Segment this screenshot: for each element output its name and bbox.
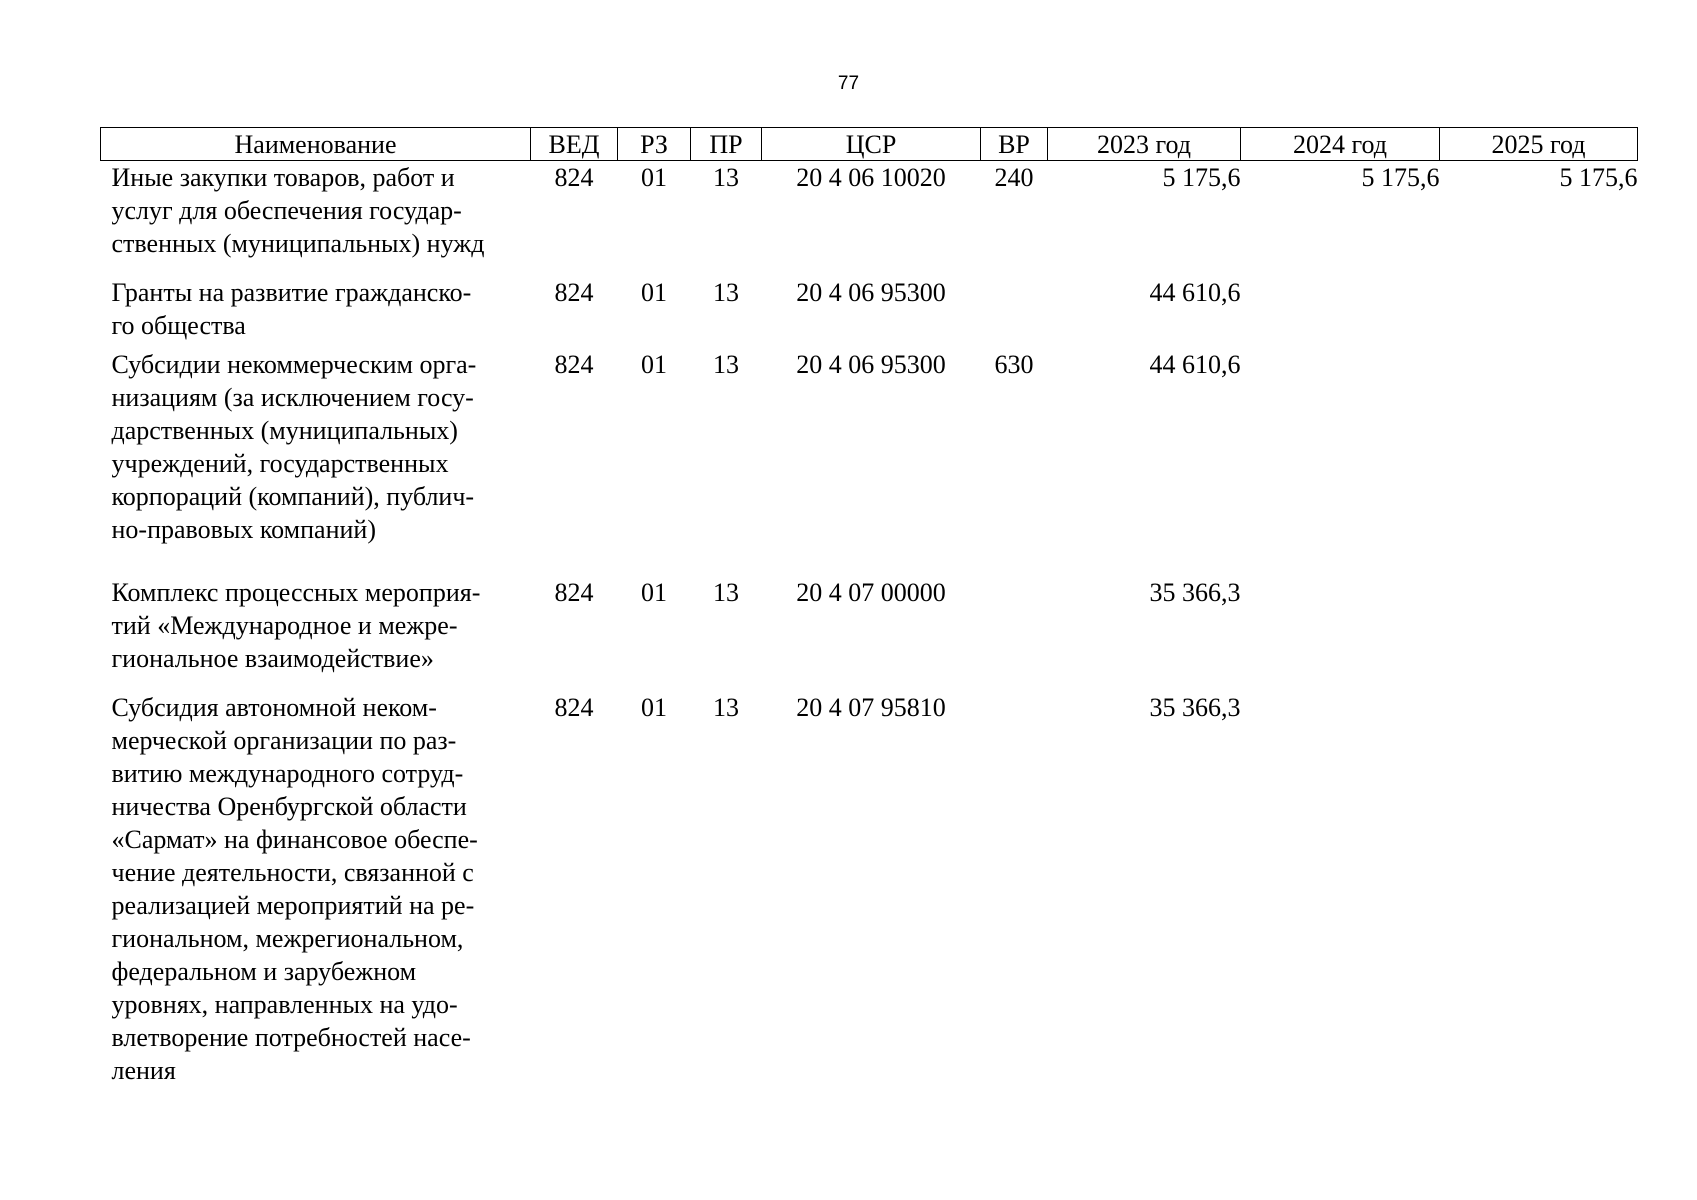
cell-name-line: Гранты на развитие гражданско- (111, 278, 472, 307)
page-number: 77 (837, 73, 860, 94)
header-rz: РЗ (618, 128, 691, 161)
cell-pr: 13 (713, 278, 739, 307)
cell-name-line: мерческой организации по раз- (111, 726, 457, 755)
cell-2024 (1241, 348, 1440, 576)
cell-2025 (1440, 691, 1638, 1087)
cell-csr: 20 4 06 95300 (796, 278, 946, 307)
cell-name (101, 691, 531, 1087)
cell-2024 (1241, 576, 1440, 691)
cell-name-line: гиональном, межрегиональном, (111, 924, 464, 953)
cell-name-line: ления (111, 1056, 176, 1085)
cell-name (101, 276, 531, 348)
cell-pr: 13 (713, 350, 739, 379)
cell-name-line: но-правовых компаний) (111, 515, 376, 544)
cell-rz: 01 (641, 163, 667, 192)
header-2025: 2025 год (1440, 128, 1638, 161)
cell-2024 (1241, 691, 1440, 1087)
cell-name-line: низациям (за исключением госу- (111, 383, 474, 412)
cell-name (101, 576, 531, 691)
cell-name-line: Субсидия автономной неком- (111, 693, 437, 722)
cell-csr: 20 4 07 00000 (796, 578, 946, 607)
header-2023: 2023 год (1048, 128, 1241, 161)
cell-name-line: услуг для обеспечения государ- (111, 196, 462, 225)
cell-name-line: уровнях, направленных на удо- (111, 990, 458, 1019)
cell-ved: 824 (554, 163, 594, 192)
cell-name-line: ничества Оренбургской области (111, 792, 467, 821)
cell-name-line: тий «Международное и межре- (111, 611, 458, 640)
cell-name-line: Субсидии некоммерческим орга- (111, 350, 477, 379)
cell-name-line: учреждений, государственных (111, 449, 449, 478)
cell-ved: 824 (554, 693, 594, 722)
header-pr: ПР (691, 128, 762, 161)
cell-name (101, 161, 531, 277)
cell-name-line: Комплекс процессных мероприя- (111, 578, 481, 607)
cell-vr (981, 276, 1048, 348)
cell-name-line: корпораций (компаний), публич- (111, 482, 475, 511)
table-row (101, 161, 1638, 277)
cell-2025 (1440, 576, 1638, 691)
cell-2023: 35 366,3 (1149, 693, 1241, 722)
cell-rz: 01 (641, 278, 667, 307)
cell-2024 (1241, 276, 1440, 348)
cell-2025 (1440, 348, 1638, 576)
table-body (101, 161, 1638, 1088)
cell-rz: 01 (641, 350, 667, 379)
cell-pr: 13 (713, 693, 739, 722)
cell-ved: 824 (554, 278, 594, 307)
cell-name-line: федеральном и зарубежном (111, 957, 417, 986)
cell-csr: 20 4 06 10020 (796, 163, 946, 192)
cell-2023: 5 175,6 (1162, 163, 1241, 192)
table-header-row (101, 128, 1638, 161)
cell-vr: 240 (994, 163, 1034, 192)
cell-2023: 44 610,6 (1149, 278, 1241, 307)
cell-name-line: ственных (муниципальных) нужд (111, 229, 485, 258)
cell-name-line: дарственных (муниципальных) (111, 416, 458, 445)
header-ved: ВЕД (531, 128, 618, 161)
cell-2024: 5 175,6 (1361, 163, 1440, 192)
cell-name-line: влетворение потребностей насе- (111, 1023, 471, 1052)
cell-csr: 20 4 06 95300 (796, 350, 946, 379)
cell-2023: 44 610,6 (1149, 350, 1241, 379)
cell-vr (981, 576, 1048, 691)
cell-2023: 35 366,3 (1149, 578, 1241, 607)
header-name: Наименование (101, 128, 531, 161)
cell-name-line: реализацией мероприятий на ре- (111, 891, 475, 920)
cell-name-line: го общества (111, 311, 246, 340)
header-vr: ВР (981, 128, 1048, 161)
table-row (101, 691, 1638, 1087)
cell-rz: 01 (641, 578, 667, 607)
cell-ved: 824 (554, 350, 594, 379)
cell-rz: 01 (641, 693, 667, 722)
cell-csr: 20 4 07 95810 (796, 693, 946, 722)
cell-ved: 824 (554, 578, 594, 607)
cell-vr: 630 (994, 350, 1034, 379)
cell-2025 (1440, 276, 1638, 348)
header-csr: ЦСР (762, 128, 981, 161)
table-row (101, 276, 1638, 348)
cell-name-line: «Сармат» на финансовое обеспе- (111, 825, 478, 854)
cell-pr: 13 (713, 578, 739, 607)
cell-name (101, 348, 531, 576)
table-row (101, 576, 1638, 691)
cell-2025: 5 175,6 (1559, 163, 1638, 192)
table-row (101, 348, 1638, 576)
cell-name-line: чение деятельности, связанной с (111, 858, 474, 887)
budget-table (100, 127, 1638, 1087)
cell-vr (981, 691, 1048, 1087)
cell-name-line: витию международного сотруд- (111, 759, 464, 788)
cell-pr: 13 (713, 163, 739, 192)
cell-name-line: гиональное взаимодействие» (111, 644, 434, 673)
header-2024: 2024 год (1241, 128, 1440, 161)
cell-name-line: Иные закупки товаров, работ и (111, 163, 455, 192)
